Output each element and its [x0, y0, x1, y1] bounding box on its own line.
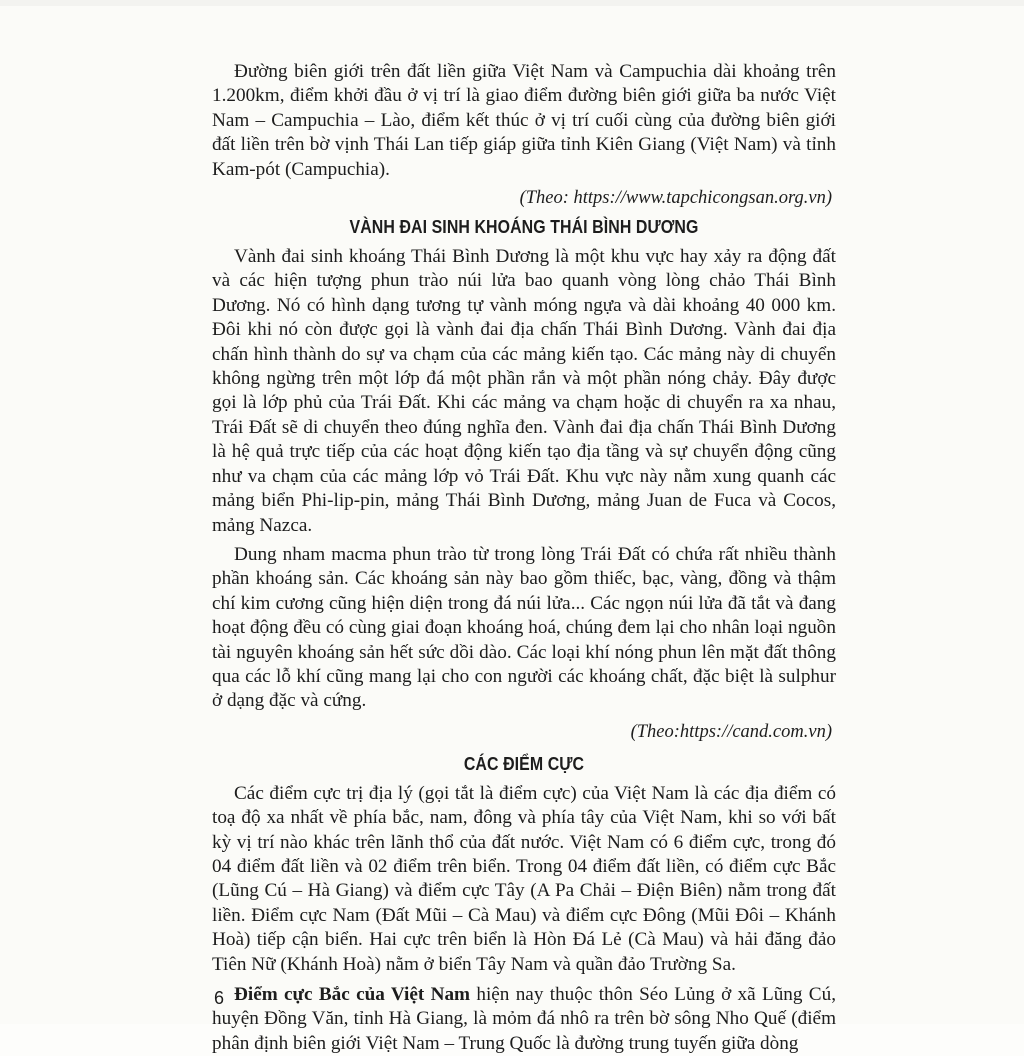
paragraph-border: Đường biên giới trên đất liền giữa Việt Nam và Campuchia dài khoảng trên 1.200km, điểm khởi đầu ở vị trí là giao điểm đường biên giới giữa ba nước Việt Nam – Campuchia – Lào, điểm kết thúc ở vị trí cuối cùng của đường biên giới đất liền trên bờ vịnh Thái Lan tiếp giáp giữa tỉnh Kiên Giang (Việt Nam) và tỉnh Kam-pót (Campuchia).	[212, 61, 836, 180]
paragraph-north-point	[212, 983, 836, 1056]
page-number: 6	[214, 988, 225, 1008]
north-point-text: hiện nay thuộc thôn Séo Lủng ở xã Lũng Cú, huyện Đồng Văn, tỉnh Hà Giang, là mỏm đá nhô ra trên bờ sông Nho Quế (điểm phân định biên giới Việt Nam – Trung Quốc là đường trung tuyến giữa dòng	[212, 984, 836, 1054]
paragraph-ring-of-fire: Vành đai sinh khoáng Thái Bình Dương là một khu vực hay xảy ra động đất và các hiện tượng phun trào núi lửa bao quanh vòng lòng chảo Thái Bình Dương. Nó có hình dạng tương tự vành móng ngựa và dài khoảng 40 000 km. Đôi khi nó còn được gọi là vành đai địa chấn Thái Bình Dương. Vành đai địa chấn hình thành do sự va chạm của các mảng kiến tạo. Các mảng này di chuyển không ngừng trên một lớp đá một phần rắn và một phần nóng chảy. Đây được gọi là lớp phủ của Trái Đất. Khi các mảng va chạm hoặc di chuyển ra xa nhau, Trái Đất sẽ di chuyển theo đúng nghĩa đen. Vành đai địa chấn Thái Bình Dương là hệ quả trực tiếp của các hoạt động kiến tạo địa tầng và sự chuyển động cũng như va chạm của các mảng lớp vỏ Trái Đất. Khu vực này nằm xung quanh các mảng biển Phi-lip-pin, mảng Thái Bình Dương, mảng Juan de Fuca và Cocos, mảng Nazca.	[212, 246, 836, 536]
page-top-edge	[0, 0, 1024, 6]
source-citation-tapchicongsan: (Theo: https://www.tapchicongsan.org.vn)	[519, 188, 832, 209]
north-point-lead: Điểm cực Bắc của Việt Nam	[234, 984, 471, 1005]
heading-ring-of-fire: VÀNH ĐAI SINH KHOÁNG THÁI BÌNH DƯƠNG	[349, 216, 699, 238]
paragraph-extreme-points: Các điểm cực trị địa lý (gọi tắt là điểm cực) của Việt Nam là các địa điểm có toạ độ xa nhất về phía bắc, nam, đông và phía tây của Việt Nam, khi so với bất kỳ vị trí nào khác trên lãnh thổ của đất nước. Việt Nam có 6 điểm cực, trong đó 04 điểm đất liền và 02 điểm trên biển. Trong 04 điểm đất liền, có điểm cực Bắc (Lũng Cú – Hà Giang) và điểm cực Tây (A Pa Chải – Điện Biên) nằm trong đất liền. Điểm cực Nam (Đất Mũi – Cà Mau) và điểm cực Đông (Mũi Đôi – Khánh Hoà) tiếp cận biển. Hai cực trên biển là Hòn Đá Lẻ (Cà Mau) và hải đăng đảo Tiên Nữ (Khánh Hoà) nằm ở biển Tây Nam và quần đảo Trường Sa.	[212, 782, 836, 975]
source-citation-cand: (Theo:https://cand.com.vn)	[630, 721, 832, 742]
heading-extreme-points: CÁC ĐIỂM CỰC	[463, 752, 585, 774]
page-content	[212, 60, 836, 1056]
paragraph-magma: Dung nham macma phun trào từ trong lòng Trái Đất có chứa rất nhiều thành phần khoáng sản. Các khoáng sản này bao gồm thiếc, bạc, vàng, đồng và thậm chí kim cương cũng hiện diện trong đá núi lửa... Các ngọn núi lửa đã tắt và đang hoạt động đều có cùng giai đoạn khoáng hoá, chúng đem lại cho nhân loại nguồn tài nguyên khoáng sản hết sức dồi dào. Các loại khí nóng phun lên mặt đất thông qua các lỗ khí cũng mang lại cho con người các khoáng chất, đặc biệt là sulphur ở dạng đặc và cứng.	[212, 543, 836, 712]
